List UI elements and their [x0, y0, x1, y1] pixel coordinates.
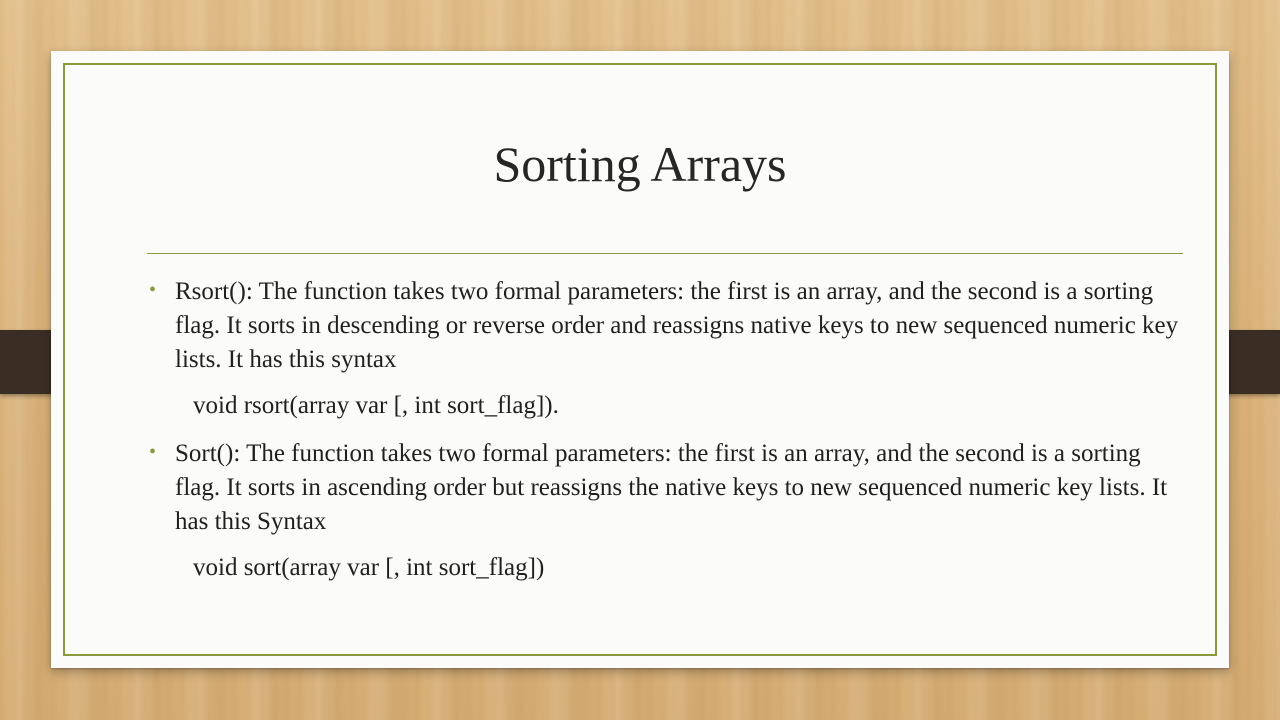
title-divider — [147, 253, 1183, 254]
syntax-sort: void sort(array var [, int sort_flag]) — [193, 554, 545, 581]
slide-title: Sorting Arrays — [493, 136, 787, 192]
slide-card — [51, 51, 1229, 668]
bullet-rsort — [149, 275, 1185, 377]
bullet-sort — [149, 437, 1185, 539]
bullet-dot-icon: • — [149, 279, 157, 301]
slide-body — [149, 275, 1185, 599]
bullet-sort-text: Sort(): The function takes two formal parameters: the first is an array, and the second is a sorting flag. It sorts in ascending order but reassigns the native keys to new sequenced numeric key lists. It has this Syntax — [175, 440, 1168, 535]
bullet-rsort-text: Rsort(): The function takes two formal parameters: the first is an array, and the second is a sorting flag. It sorts in descending or reverse order and reassigns native keys to new sequenced numeric key lists. It has this syntax — [175, 278, 1179, 373]
syntax-rsort: void rsort(array var [, int sort_flag]). — [193, 392, 559, 419]
bullet-dot-icon: • — [149, 441, 157, 463]
